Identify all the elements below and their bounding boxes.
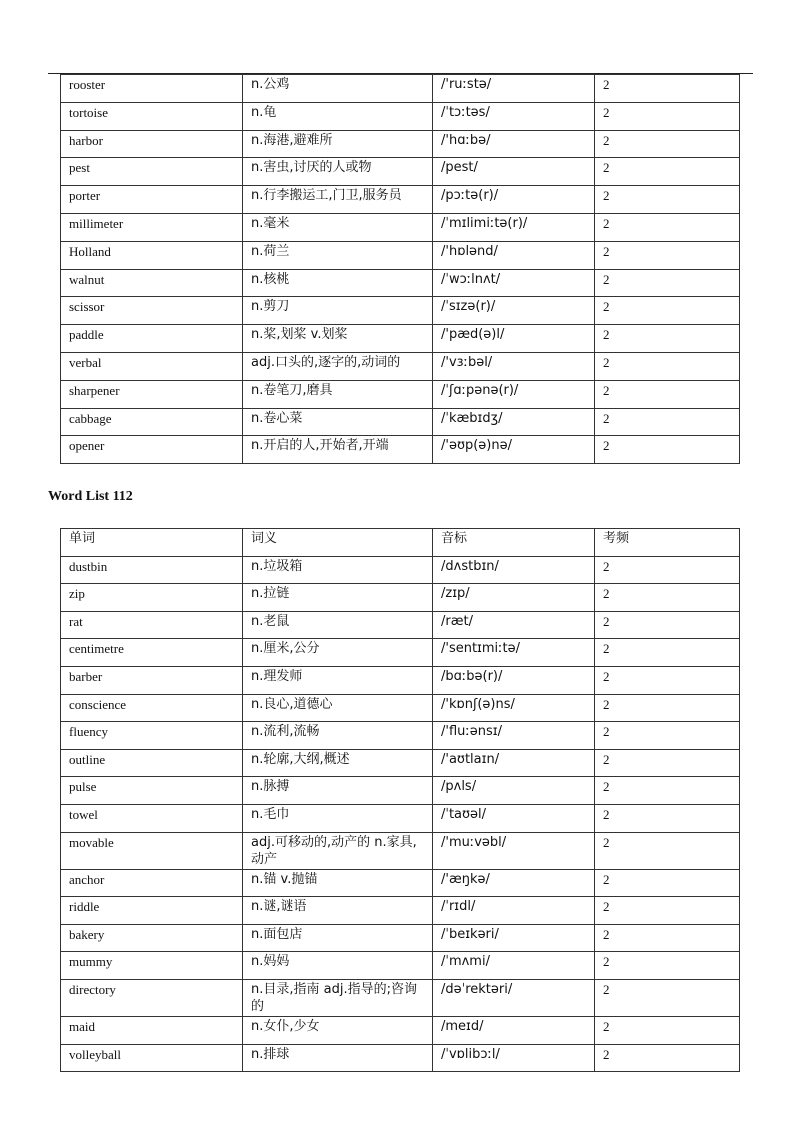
frequency-cell: 2 [595,832,740,869]
word-list-111-continued-table [60,74,740,464]
word-cell: harbor [61,130,243,158]
table-row [61,297,740,325]
word-cell: anchor [61,869,243,897]
meaning-cell: adj.可移动的,动产的 n.家具,动产 [243,832,433,869]
word-cell: mummy [61,952,243,980]
table-row [61,777,740,805]
meaning-cell: n.锚 v.抛锚 [243,869,433,897]
meaning-cell: n.老鼠 [243,611,433,639]
phonetic-cell: /'aʊtlaɪn/ [433,749,595,777]
word-cell: pulse [61,777,243,805]
meaning-cell: n.荷兰 [243,241,433,269]
table-row [61,130,740,158]
phonetic-cell: /ˈtɔːtəs/ [433,102,595,130]
meaning-cell: n.拉链 [243,584,433,612]
table-row [61,75,740,103]
word-cell: scissor [61,297,243,325]
table-row [61,694,740,722]
meaning-cell: n.谜,谜语 [243,897,433,925]
phonetic-cell: /bɑːbə(r)/ [433,666,595,694]
table-row [61,979,740,1016]
frequency-cell: 2 [595,241,740,269]
meaning-cell: n.开启的人,开始者,开端 [243,436,433,464]
meaning-cell: n.妈妈 [243,952,433,980]
word-cell: movable [61,832,243,869]
word-cell: opener [61,436,243,464]
table-row [61,102,740,130]
phonetic-cell: /'hɒlənd/ [433,241,595,269]
table-row [61,897,740,925]
phonetic-cell: /ˈvɒlibɔːl/ [433,1044,595,1072]
table-row [61,584,740,612]
meaning-cell: n.目录,指南 adj.指导的;咨询的 [243,979,433,1016]
meaning-cell: n.公鸡 [243,75,433,103]
frequency-cell: 2 [595,924,740,952]
frequency-cell: 2 [595,804,740,832]
word-cell: fluency [61,722,243,750]
word-cell: zip [61,584,243,612]
header-word: 单词 [61,529,243,557]
table-row [61,186,740,214]
phonetic-cell: /'pæd(ə)l/ [433,325,595,353]
header-frequency: 考频 [595,529,740,557]
phonetic-cell: /'əʊp(ə)nə/ [433,436,595,464]
frequency-cell: 2 [595,325,740,353]
phonetic-cell: /'sentɪmiːtə/ [433,639,595,667]
table-row [61,749,740,777]
phonetic-cell: /pest/ [433,158,595,186]
frequency-cell: 2 [595,352,740,380]
frequency-cell: 2 [595,436,740,464]
word-cell: bakery [61,924,243,952]
word-cell: rat [61,611,243,639]
phonetic-cell: /dʌstbɪn/ [433,556,595,584]
frequency-cell: 2 [595,102,740,130]
phonetic-cell: /zɪp/ [433,584,595,612]
word-cell: barber [61,666,243,694]
meaning-cell: n.脉搏 [243,777,433,805]
word-cell: verbal [61,352,243,380]
word-cell: maid [61,1016,243,1044]
frequency-cell: 2 [595,130,740,158]
word-cell: cabbage [61,408,243,436]
table-row [61,924,740,952]
frequency-cell: 2 [595,694,740,722]
meaning-cell: n.轮廓,大纲,概述 [243,749,433,777]
frequency-cell: 2 [595,749,740,777]
word-cell: dustbin [61,556,243,584]
word-cell: sharpener [61,380,243,408]
phonetic-cell: /'hɑːbə/ [433,130,595,158]
meaning-cell: n.垃圾箱 [243,556,433,584]
meaning-cell: n.剪刀 [243,297,433,325]
frequency-cell: 2 [595,213,740,241]
word-cell: riddle [61,897,243,925]
word-cell: directory [61,979,243,1016]
meaning-cell: n.流利,流畅 [243,722,433,750]
table-row [61,213,740,241]
table-row [61,556,740,584]
table-row [61,1016,740,1044]
meaning-cell: n.核桃 [243,269,433,297]
frequency-cell: 2 [595,869,740,897]
meaning-cell: n.女仆,少女 [243,1016,433,1044]
frequency-cell: 2 [595,408,740,436]
table-row [61,436,740,464]
header-phonetic: 音标 [433,529,595,557]
word-cell: Holland [61,241,243,269]
word-cell: pest [61,158,243,186]
table-row [61,380,740,408]
phonetic-cell: /ˈwɔːlnʌt/ [433,269,595,297]
meaning-cell: n.厘米,公分 [243,639,433,667]
meaning-cell: n.面包店 [243,924,433,952]
frequency-cell: 2 [595,186,740,214]
phonetic-cell: /'ruːstə/ [433,75,595,103]
frequency-cell: 2 [595,611,740,639]
header-row [61,529,740,557]
meaning-cell: n.害虫,讨厌的人或物 [243,158,433,186]
frequency-cell: 2 [595,639,740,667]
word-cell: tortoise [61,102,243,130]
phonetic-cell: /dəˈrektəri/ [433,979,595,1016]
table-row [61,611,740,639]
phonetic-cell: /pʌls/ [433,777,595,805]
frequency-cell: 2 [595,556,740,584]
table-row [61,269,740,297]
frequency-cell: 2 [595,75,740,103]
frequency-cell: 2 [595,666,740,694]
phonetic-cell: /ˈmʌmi/ [433,952,595,980]
frequency-cell: 2 [595,777,740,805]
meaning-cell: n.桨,划桨 v.划桨 [243,325,433,353]
meaning-cell: n.毫米 [243,213,433,241]
word-cell: towel [61,804,243,832]
phonetic-cell: /meɪd/ [433,1016,595,1044]
frequency-cell: 2 [595,269,740,297]
table-row [61,1044,740,1072]
frequency-cell: 2 [595,584,740,612]
header-meaning: 词义 [243,529,433,557]
table-row [61,352,740,380]
table-row [61,832,740,869]
phonetic-cell: /'fluːənsɪ/ [433,722,595,750]
word-cell: rooster [61,75,243,103]
meaning-cell: n.海港,避难所 [243,130,433,158]
phonetic-cell: /ˈʃɑːpənə(r)/ [433,380,595,408]
phonetic-cell: /'kɒnʃ(ə)ns/ [433,694,595,722]
phonetic-cell: /ræt/ [433,611,595,639]
phonetic-cell: /'æŋkə/ [433,869,595,897]
frequency-cell: 2 [595,297,740,325]
table-row [61,722,740,750]
word-cell: conscience [61,694,243,722]
word-cell: paddle [61,325,243,353]
frequency-cell: 2 [595,1044,740,1072]
meaning-cell: n.良心,道德心 [243,694,433,722]
word-cell: porter [61,186,243,214]
word-list-112-heading: Word List 112 [48,489,133,504]
phonetic-cell: /ˈbeɪkəri/ [433,924,595,952]
frequency-cell: 2 [595,380,740,408]
word-cell: walnut [61,269,243,297]
phonetic-cell: /'muːvəbl/ [433,832,595,869]
phonetic-cell: /ˈrɪdl/ [433,897,595,925]
table-row [61,639,740,667]
table-row [61,952,740,980]
meaning-cell: n.理发师 [243,666,433,694]
meaning-cell: n.行李搬运工,门卫,服务员 [243,186,433,214]
table-row [61,158,740,186]
table-row [61,325,740,353]
word-cell: centimetre [61,639,243,667]
word-list-112-table [60,528,740,1072]
phonetic-cell: /'vɜːbəl/ [433,352,595,380]
frequency-cell: 2 [595,979,740,1016]
table-row [61,804,740,832]
table-row [61,666,740,694]
meaning-cell: n.卷笔刀,磨具 [243,380,433,408]
frequency-cell: 2 [595,952,740,980]
frequency-cell: 2 [595,158,740,186]
meaning-cell: adj.口头的,逐字的,动词的 [243,352,433,380]
meaning-cell: n.卷心菜 [243,408,433,436]
word-cell: volleyball [61,1044,243,1072]
phonetic-cell: /ˈkæbɪdʒ/ [433,408,595,436]
phonetic-cell: /ˈsɪzə(r)/ [433,297,595,325]
meaning-cell: n.排球 [243,1044,433,1072]
word-cell: millimeter [61,213,243,241]
frequency-cell: 2 [595,1016,740,1044]
table-row [61,241,740,269]
meaning-cell: n.毛巾 [243,804,433,832]
phonetic-cell: /ˈtaʊəl/ [433,804,595,832]
frequency-cell: 2 [595,897,740,925]
phonetic-cell: /pɔːtə(r)/ [433,186,595,214]
meaning-cell: n.龟 [243,102,433,130]
table-row [61,408,740,436]
table-row [61,869,740,897]
word-cell: outline [61,749,243,777]
frequency-cell: 2 [595,722,740,750]
phonetic-cell: /ˈmɪlimiːtə(r)/ [433,213,595,241]
